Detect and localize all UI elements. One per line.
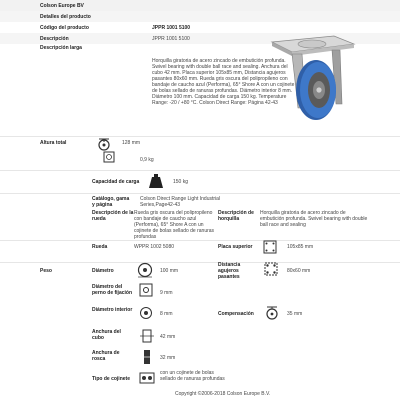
compensacion-value: 35 mm [287,311,303,317]
carga-value: 150 kg [173,179,189,185]
catalogo-label: Catálogo, gama y página [92,196,130,208]
load-weight-icon [147,173,165,189]
bolt-diameter-icon [139,283,153,297]
offset-icon [264,305,280,321]
code-label: Código del producto [40,25,89,31]
rueda-value: WPPR 1002 5080 [134,244,175,250]
compensacion-label: Compensación [218,311,254,317]
wheel-diameter-icon [137,262,153,278]
interior-value: 8 mm [160,311,173,317]
distancia-label: Distancia agujeros pasantes [218,262,241,280]
top-plate-icon [263,240,277,254]
tread-width-icon [139,349,155,365]
height-icon [97,137,111,151]
bearing-icon [139,370,155,386]
perno-value: 9 mm [160,290,173,296]
catalogo-value: Colson Direct Range Light Industrial Series,Page42-43 [140,196,221,208]
divider-3 [0,193,400,194]
distancia-value: 80x60 mm [287,268,311,274]
company-name: Colson Europe BV [40,3,84,9]
desc-rueda-value: Rueda gris oscura del polipropileno con bandaje de caucho azul (Performa), 65° Shore A con un cojinete de bolas sellado de ranuras profundas [134,210,215,240]
rosca-label: Anchura de rosca [92,350,120,362]
bore-diameter-icon [139,306,153,320]
perno-label: Diámetro del perno de fijación [92,284,133,296]
placa-label: Placa superior [218,244,253,250]
details-title: Detalles del producto [40,14,91,20]
code-value: JPPR 1001 5100 [152,25,191,31]
cojinete-label: Tipo de cojinete [92,376,130,382]
peso-label: Peso [40,268,52,274]
desc-horquilla-label: Descripción de horquilla [218,210,254,222]
altura-label: Altura total [40,140,67,146]
placa-value: 105x85 mm [287,244,314,250]
bolt-hole-spacing-icon [264,262,278,276]
footer-copyright: Copyright ©2006-2018 Colson Europe B.V. [175,391,271,397]
hub-width-icon [139,328,155,344]
divider-2 [0,170,400,171]
desc-value: JPPR 1001 5100 [152,36,190,42]
longdesc-label: Descripción larga [40,45,82,51]
cojinete-value: con un cojinete de bolas sellado de ranuras profundas [160,370,225,382]
altura-value: 128 mm [122,140,141,146]
carga-label: Capacidad de carga [92,179,140,185]
desc-label: Descripción [40,36,69,42]
longdesc-value: Horquilla giratoria de acero zincado de embutición profunda. Swivel bearing with double ball race and sealing. Anchura del cubo 42 mm. Placa superior 105x85 mm, Distancia agujeros pasantes 80x60 mm. Rueda gris oscura del polipropileno con bandaje de caucho azul (Performa), 65° Shore A con un cojinete de bolas sellado de ranuras profundas. Diámetro interior 8 mm. Diámetro 100 mm. Capacidad de carga 150 kg. Temperature Range: -20 / +80 °C. Colson Direct Range: Página 42-43 [152,58,295,106]
divider-5 [0,262,400,263]
divider-4 [0,240,400,241]
desc-horquilla-value: Horquilla giratoria de acero zincado de embutición profunda. Swivel bearing with double ball race and sealing [260,210,368,228]
diametro-label: Diámetro [92,268,114,274]
rosca-value: 32 mm [160,355,176,361]
diametro-value: 100 mm [160,268,179,274]
weight-icon [103,151,115,163]
rueda-label: Rueda [92,244,108,250]
divider-1 [0,136,400,137]
desc-rueda-label: Descripción de la rueda [92,210,134,222]
weight-value: 0,9 kg [140,157,154,163]
cubo-value: 42 mm [160,334,176,340]
cubo-label: Anchura del cubo [92,329,121,341]
interior-label: Diámetro interior [92,307,133,313]
